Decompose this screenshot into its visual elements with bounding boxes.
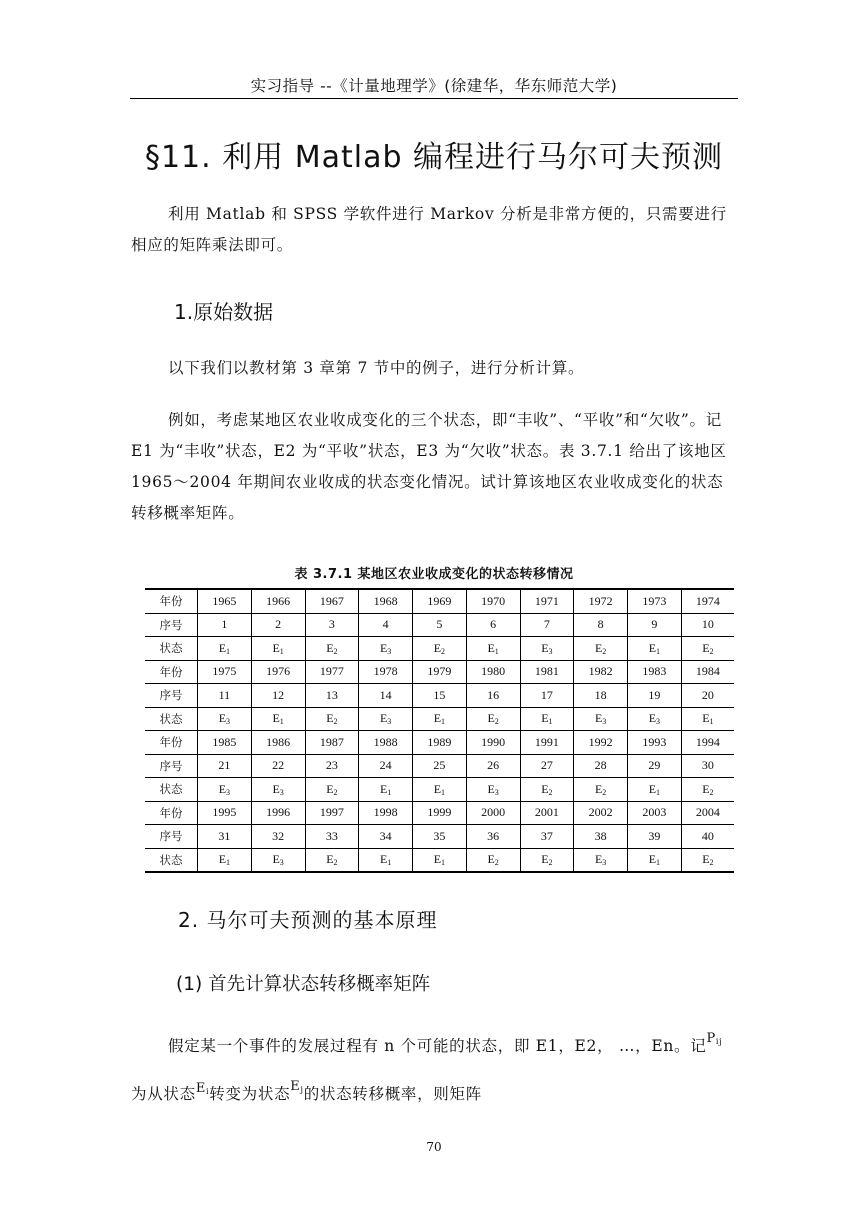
- table-cell: 30: [681, 754, 734, 778]
- intro-paragraph: 利用 Matlab 和 SPSS 学软件进行 Markov 分析是非常方便的，只需要进行相应的矩阵乘法即可。: [131, 205, 727, 254]
- table-cell: $E_3$: [198, 778, 252, 802]
- table-cell: 2003: [628, 801, 682, 825]
- table-row: [145, 848, 734, 872]
- paragraph-text-4: 的状态转移概率，则矩阵: [303, 1085, 482, 1103]
- table-cell: 38: [574, 825, 628, 849]
- table-cell: $E_2$: [305, 637, 359, 661]
- header-rule: [130, 98, 738, 99]
- table-cell: 1984: [681, 660, 734, 684]
- table-cell: 5: [413, 613, 467, 637]
- table-cell: $E_1$: [359, 778, 413, 802]
- paragraph-text-3: 转变为状态: [209, 1085, 291, 1103]
- table-cell: $E_1$: [251, 707, 305, 731]
- table-cell: 27: [520, 754, 574, 778]
- table-cell: $E_1$: [628, 637, 682, 661]
- section1-paragraph-2: 例如，考虑某地区农业收成变化的三个状态，即“丰收”、“平收”和“欠收”。记 E1 为“丰收”状态，E2 为“平收”状态，E3 为“欠收”状态。表 3.7.1 给出了该地区 1965～2004 年期间农业收成的状态变化情况。试计算该地区农业收成变化的状态转移概率矩阵。: [131, 411, 727, 522]
- table-cell: $E_3$: [520, 637, 574, 661]
- section2-paragraph: [131, 1032, 739, 1065]
- table-cell: 16: [466, 684, 520, 708]
- table-cell: $E_3$: [574, 848, 628, 872]
- section2-subheading: (1) 首先计算状态转移概率矩阵: [176, 974, 431, 995]
- table-cell: $E_2$: [305, 707, 359, 731]
- table-cell: $E_3$: [251, 778, 305, 802]
- paragraph-text-1: 假定某一个事件的发展过程有 n 个可能的状态，即 E1，E2， …，En。记: [168, 1037, 707, 1055]
- table-cell: 1990: [466, 731, 520, 755]
- table-cell: 1977: [305, 660, 359, 684]
- table-cell: $E_2$: [466, 848, 520, 872]
- table-cell: $E_2$: [305, 848, 359, 872]
- table-cell: 4: [359, 613, 413, 637]
- table-cell: 39: [628, 825, 682, 849]
- table-cell: 1976: [251, 660, 305, 684]
- table-cell: 1965: [198, 589, 252, 613]
- row-label: 状态: [145, 637, 198, 661]
- table-cell: 1971: [520, 589, 574, 613]
- section1-heading: 1.原始数据: [174, 300, 274, 324]
- table-cell: 1983: [628, 660, 682, 684]
- table-cell: 2000: [466, 801, 520, 825]
- table-cell: $E_1$: [413, 707, 467, 731]
- section2-heading: 2. 马尔可夫预测的基本原理: [178, 908, 438, 932]
- table-cell: 25: [413, 754, 467, 778]
- table-row: [145, 613, 734, 637]
- table-cell: 1981: [520, 660, 574, 684]
- table-row: [145, 589, 734, 613]
- table-cell: 8: [574, 613, 628, 637]
- table-cell: 1995: [198, 801, 252, 825]
- symbol-p: P: [706, 1031, 716, 1046]
- table-cell: $E_3$: [359, 707, 413, 731]
- table-cell: 3: [305, 613, 359, 637]
- symbol-p-subscript: ij: [715, 1037, 723, 1046]
- table-cell: $E_1$: [628, 848, 682, 872]
- table-row: [145, 660, 734, 684]
- table-cell: 1999: [413, 801, 467, 825]
- section1-paragraph-1: 以下我们以教材第 3 章第 7 节中的例子，进行分析计算。: [168, 359, 585, 377]
- table-cell: 1968: [359, 589, 413, 613]
- paragraph-text-2: 为从状态: [131, 1085, 196, 1103]
- table-cell: 1972: [574, 589, 628, 613]
- table-cell: $E_2$: [305, 778, 359, 802]
- table-row: [145, 684, 734, 708]
- page-number: 70: [426, 1140, 442, 1154]
- table-cell: 34: [359, 825, 413, 849]
- table-cell: 1969: [413, 589, 467, 613]
- table-cell: 1994: [681, 731, 734, 755]
- table-cell: 1979: [413, 660, 467, 684]
- table-cell: 19: [628, 684, 682, 708]
- table-cell: $E_2$: [520, 778, 574, 802]
- table-cell: $E_1$: [681, 707, 734, 731]
- table-cell: $E_2$: [466, 707, 520, 731]
- table-cell: $E_3$: [628, 707, 682, 731]
- table-cell: $E_2$: [520, 848, 574, 872]
- page-title: §11. 利用 Matlab 编程进行马尔可夫预测: [144, 140, 724, 175]
- table-cell: 36: [466, 825, 520, 849]
- table-cell: 23: [305, 754, 359, 778]
- table-cell: $E_1$: [413, 778, 467, 802]
- table-cell: 28: [574, 754, 628, 778]
- table-row: [145, 707, 734, 731]
- table-cell: 1989: [413, 731, 467, 755]
- table-cell: 7: [520, 613, 574, 637]
- table-cell: $E_2$: [574, 778, 628, 802]
- table-cell: 6: [466, 613, 520, 637]
- table-cell: 33: [305, 825, 359, 849]
- table-cell: $E_3$: [359, 637, 413, 661]
- table-cell: 1: [198, 613, 252, 637]
- table-cell: 11: [198, 684, 252, 708]
- table-cell: 12: [251, 684, 305, 708]
- table-cell: 13: [305, 684, 359, 708]
- table-cell: 2002: [574, 801, 628, 825]
- table-cell: $E_1$: [413, 848, 467, 872]
- table-cell: 1982: [574, 660, 628, 684]
- table-cell: 1993: [628, 731, 682, 755]
- table-cell: 35: [413, 825, 467, 849]
- table-cell: 17: [520, 684, 574, 708]
- table-cell: 1998: [359, 801, 413, 825]
- table-cell: $E_3$: [466, 778, 520, 802]
- symbol-e-from-subscript: i: [206, 1087, 210, 1096]
- table-cell: $E_2$: [413, 637, 467, 661]
- symbol-e-to: E: [290, 1079, 301, 1094]
- table-cell: 1973: [628, 589, 682, 613]
- table-cell: 1980: [466, 660, 520, 684]
- table-cell: 2: [251, 613, 305, 637]
- table-cell: 1997: [305, 801, 359, 825]
- table-cell: 1975: [198, 660, 252, 684]
- table-row: [145, 754, 734, 778]
- row-label: 序号: [145, 825, 198, 849]
- table-cell: $E_1$: [359, 848, 413, 872]
- running-header: 实习指导 --《计量地理学》(徐建华，华东师范大学): [250, 77, 618, 95]
- table-cell: 22: [251, 754, 305, 778]
- table-cell: $E_1$: [251, 637, 305, 661]
- table-cell: 1991: [520, 731, 574, 755]
- table-cell: 2001: [520, 801, 574, 825]
- table-cell: $E_1$: [466, 637, 520, 661]
- table-cell: 18: [574, 684, 628, 708]
- table-cell: 15: [413, 684, 467, 708]
- row-label: 年份: [145, 801, 198, 825]
- table-cell: $E_1$: [520, 707, 574, 731]
- table-cell: 1985: [198, 731, 252, 755]
- table-cell: 24: [359, 754, 413, 778]
- table-cell: 14: [359, 684, 413, 708]
- state-transition-table: [145, 588, 734, 873]
- table-cell: 10: [681, 613, 734, 637]
- table-cell: $E_1$: [198, 637, 252, 661]
- table-cell: $E_3$: [251, 848, 305, 872]
- row-label: 序号: [145, 754, 198, 778]
- table-cell: 9: [628, 613, 682, 637]
- row-label: 年份: [145, 660, 198, 684]
- table-caption: 表 3.7.1 某地区农业收成变化的状态转移情况: [294, 567, 574, 582]
- table-cell: 1987: [305, 731, 359, 755]
- table-row: [145, 801, 734, 825]
- table-cell: 1988: [359, 731, 413, 755]
- table-cell: 1967: [305, 589, 359, 613]
- table-cell: $E_2$: [681, 848, 734, 872]
- table-cell: 2004: [681, 801, 734, 825]
- table-cell: $E_1$: [198, 848, 252, 872]
- table-cell: 1966: [251, 589, 305, 613]
- table-cell: 32: [251, 825, 305, 849]
- table-cell: 1996: [251, 801, 305, 825]
- symbol-e-from: E: [195, 1081, 207, 1096]
- table-cell: $E_3$: [198, 707, 252, 731]
- row-label: 序号: [145, 613, 198, 637]
- section2-paragraph-cont: [131, 1080, 739, 1113]
- row-label: 序号: [145, 684, 198, 708]
- table-cell: 1992: [574, 731, 628, 755]
- symbol-e-to-subscript: j: [300, 1085, 304, 1094]
- table-cell: $E_2$: [574, 637, 628, 661]
- row-label: 状态: [145, 848, 198, 872]
- table-cell: 26: [466, 754, 520, 778]
- table-row: [145, 731, 734, 755]
- table-cell: 40: [681, 825, 734, 849]
- table-row: [145, 778, 734, 802]
- table-cell: $E_3$: [574, 707, 628, 731]
- table-cell: 1970: [466, 589, 520, 613]
- table-cell: 20: [681, 684, 734, 708]
- row-label: 状态: [145, 707, 198, 731]
- table-cell: 31: [198, 825, 252, 849]
- table-cell: 29: [628, 754, 682, 778]
- table-cell: 1986: [251, 731, 305, 755]
- table-cell: 1974: [681, 589, 734, 613]
- row-label: 年份: [145, 731, 198, 755]
- table-cell: $E_2$: [681, 778, 734, 802]
- table-cell: 37: [520, 825, 574, 849]
- row-label: 状态: [145, 778, 198, 802]
- table-row: [145, 825, 734, 849]
- table-cell: 21: [198, 754, 252, 778]
- table-cell: 1978: [359, 660, 413, 684]
- table-row: [145, 637, 734, 661]
- table-cell: $E_1$: [628, 778, 682, 802]
- table-cell: $E_2$: [681, 637, 734, 661]
- row-label: 年份: [145, 589, 198, 613]
